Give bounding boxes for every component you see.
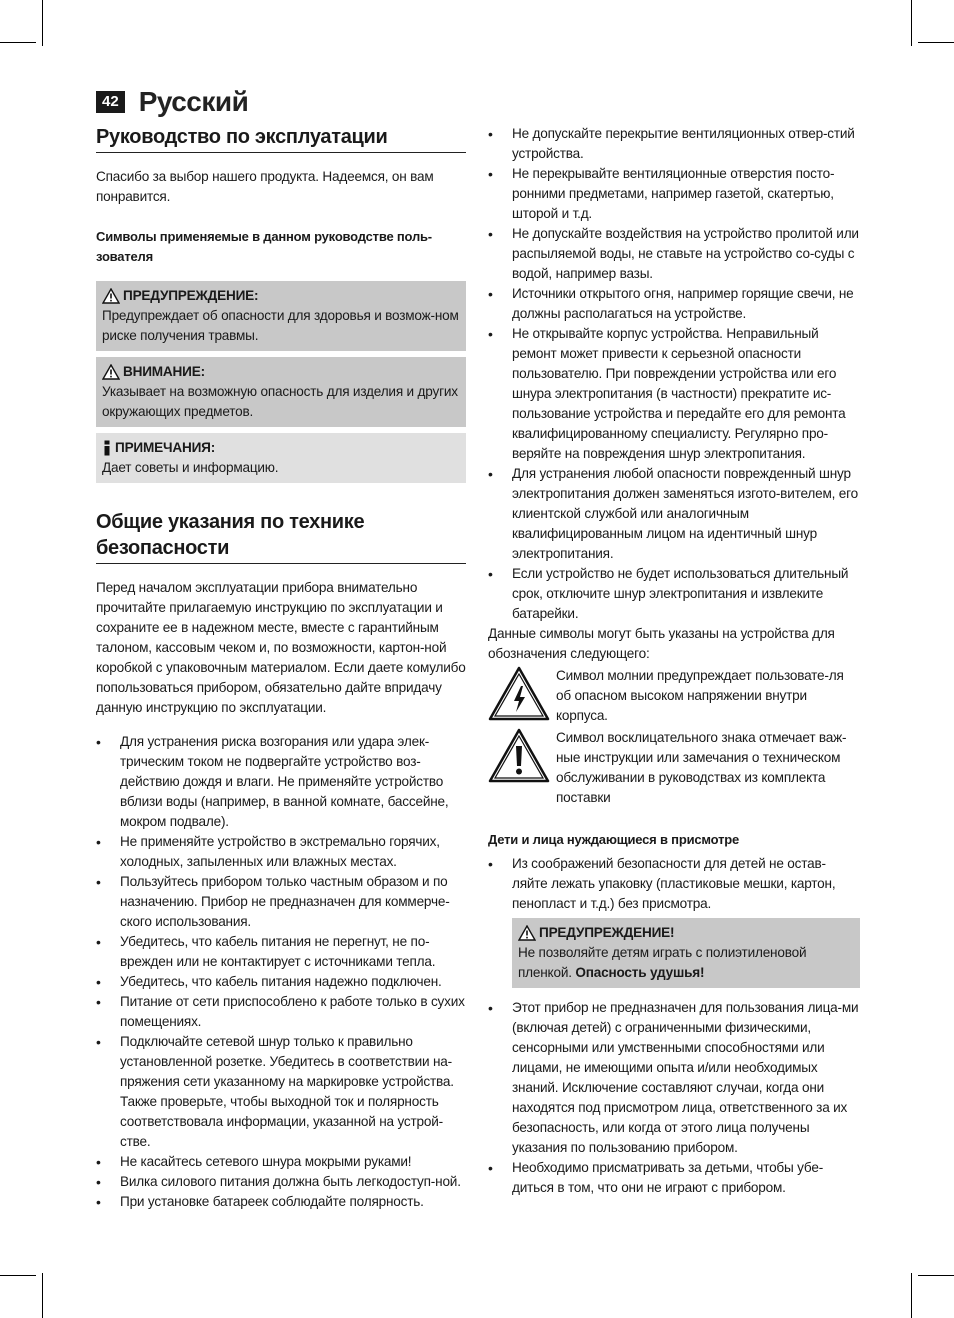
exclamation-text: Символ восклицательного знака отмечает важ-ные инструкции или замечания о техническом обслуживании в руководствах из комплекта поставки <box>556 730 847 805</box>
warning-triangle-icon <box>102 288 120 304</box>
list-item: • Не перекрывайте вентиляционные отверстия посто-ронними предметами, например газетой, скатертью, шторой и т.д. <box>488 164 860 224</box>
section-title-manual: Руководство по эксплуатации <box>96 124 466 153</box>
list-item: • Не применяйте устройство в экстремально горячих, холодных, запыленных или влажных местах. <box>96 832 466 872</box>
list-item: • Этот прибор не предназначен для пользования лица-ми (включая детей) с ограниченными физическими, сенсорными или умственными способностями или лицами, не имеющими опыта и/или необходимых знаний. Исключение составляют случаи, когда они находятся под присмотром лица, ответственного за их безопасность, или когда от этого лица получены указания по пользованию прибором. <box>488 998 860 1158</box>
warning-box <box>96 281 466 351</box>
info-icon <box>102 440 112 456</box>
caution-text: Указывает на возможную опасность для изделия и других окружающих предметов. <box>102 384 458 419</box>
symbols-intro: Данные символы могут быть указаны на устройства для обозначения следующего: <box>488 626 835 661</box>
crop-mark <box>0 42 36 43</box>
note-title: ПРИМЕЧАНИЯ: <box>115 440 216 455</box>
note-text: Дает советы и информацию. <box>102 460 279 475</box>
crop-mark <box>0 1275 36 1276</box>
safety-list-left <box>96 732 466 1212</box>
warning-title: ПРЕДУПРЕЖДЕНИЕ: <box>123 288 259 303</box>
list-item: • Источники открытого огня, например горящие свечи, не должны располагаться на устройстве. <box>488 284 860 324</box>
list-item: • Для устранения любой опасности поврежденный шнур электропитания должен заменяться изгото-вителем, его клиентской службой или аналогичным квалифицированным лицом на идентичный шнур электропитания. <box>488 464 860 564</box>
caution-box <box>96 357 466 427</box>
list-item: • Вилка силового питания должна быть легкодоступ-ной. <box>96 1172 466 1192</box>
crop-mark <box>42 0 43 46</box>
list-item: • Пользуйтесь прибором только частным образом и по назначению. Прибор не предназначен для коммерче-ского использования. <box>96 872 466 932</box>
left-column <box>96 124 466 1212</box>
children-list <box>488 854 860 914</box>
list-item: • Не открывайте корпус устройства. Неправильный ремонт может привести к серьезной опасности пользователю. При повреждении устройства или его шнура электропитания (в частности) прекратите ис-пользование устройства и передайте его для ремонта квалифицированному специалисту. Регулярно про-веряйте на повреждения шнур электропитания. <box>488 324 860 464</box>
list-item: • Подключайте сетевой шнур только к правильно установленной розетке. Убедитесь в соответствии на-пряжения сети указанному на маркировке устройства. Также проверьте, чтобы выходной ток и полярность соответствовала информации, указанной на устрой-стве. <box>96 1032 466 1152</box>
warning-triangle-icon <box>518 925 536 941</box>
list-item: • Необходимо присматривать за детьми, чтобы убе-диться в том, что они не играют с прибором. <box>488 1158 860 1198</box>
list-item: • Не допускайте перекрытие вентиляционных отвер-стий устройства. <box>488 124 860 164</box>
warning-triangle-icon <box>102 364 120 380</box>
lightning-symbol-row <box>488 666 860 726</box>
right-column <box>488 124 860 1198</box>
exclamation-warning-icon <box>488 728 550 784</box>
intro-text: Спасибо за выбор нашего продукта. Надеемся, он вам понравится. <box>96 169 434 204</box>
page-number: 42 <box>96 91 125 113</box>
crop-mark <box>911 1273 912 1318</box>
list-item: • Не допускайте воздействия на устройство пролитой или распыляемой воды, не ставьте на устройство со-суды с водой, например вазы. <box>488 224 860 284</box>
warning-text: Предупреждает об опасности для здоровья и возмож-ном риске получения травмы. <box>102 308 459 343</box>
list-item: • Питание от сети приспособлено к работе только в сухих помещениях. <box>96 992 466 1032</box>
list-item: • Если устройство не будет использоваться длительный срок, отключите шнур электропитания и извлеките батарейки. <box>488 564 860 624</box>
list-item: • При установке батареек соблюдайте полярность. <box>96 1192 466 1212</box>
crop-mark <box>42 1273 43 1318</box>
crop-mark <box>918 1275 954 1276</box>
safety-intro: Перед началом эксплуатации прибора внимательно прочитайте прилагаемую инструкцию по эксплуатации и сохраните ее в надежном месте, вместе с гарантийным талоном, кассовым чеком и, по возможности, картон-ной коробкой с упаковочным материалом. Если даете комулибо попользоваться прибором, обязательно дайте впридачу данную инструкцию по эксплуатации. <box>96 580 466 715</box>
language-title: Русский <box>138 86 249 117</box>
list-item: • Убедитесь, что кабель питания надежно подключен. <box>96 972 466 992</box>
crop-mark <box>918 42 954 43</box>
exclamation-symbol-row <box>488 728 860 808</box>
section-title-safety: Общие указания по технике безопасности <box>96 509 466 564</box>
list-item: • Для устранения риска возгорания или удара элек-трическим током не подвергайте устройство воз-действию дождя и влаги. Не применяйте устройство вблизи воды (например, в ванной комнате, бассейне, мокром подвале). <box>96 732 466 832</box>
children-warning-box <box>512 918 860 988</box>
page-header <box>96 86 248 118</box>
children-list-2 <box>488 998 860 1198</box>
safety-list-right <box>488 124 860 624</box>
children-warning-title: ПРЕДУПРЕЖДЕНИЕ! <box>539 925 675 940</box>
children-warning-text: Не позволяйте детям играть с полиэтиленовой пленкой. <box>518 945 807 980</box>
caution-title: ВНИМАНИЕ: <box>123 364 205 379</box>
children-heading: Дети и лица нуждающиеся в присмотре <box>488 832 740 847</box>
note-box <box>96 433 466 483</box>
list-item: • Убедитесь, что кабель питания не перегнут, не по-врежден или не контактирует с источниками тепла. <box>96 932 466 972</box>
symbols-heading: Символы применяемые в данном руководстве поль-зователя <box>96 229 432 264</box>
list-item: • Из соображений безопасности для детей не остав-ляйте лежать упаковку (пластиковые мешки, картон, пенопласт и т.д.) без присмотра. <box>488 854 860 914</box>
children-warning-bold: Опасность удушья! <box>575 965 705 980</box>
list-item: • Не касайтесь сетевого шнура мокрыми руками! <box>96 1152 466 1172</box>
crop-mark <box>911 0 912 46</box>
lightning-text: Символ молнии предупреждает пользовате-ля об опасном высоком напряжении внутри корпуса. <box>556 668 844 723</box>
lightning-warning-icon <box>488 666 550 722</box>
